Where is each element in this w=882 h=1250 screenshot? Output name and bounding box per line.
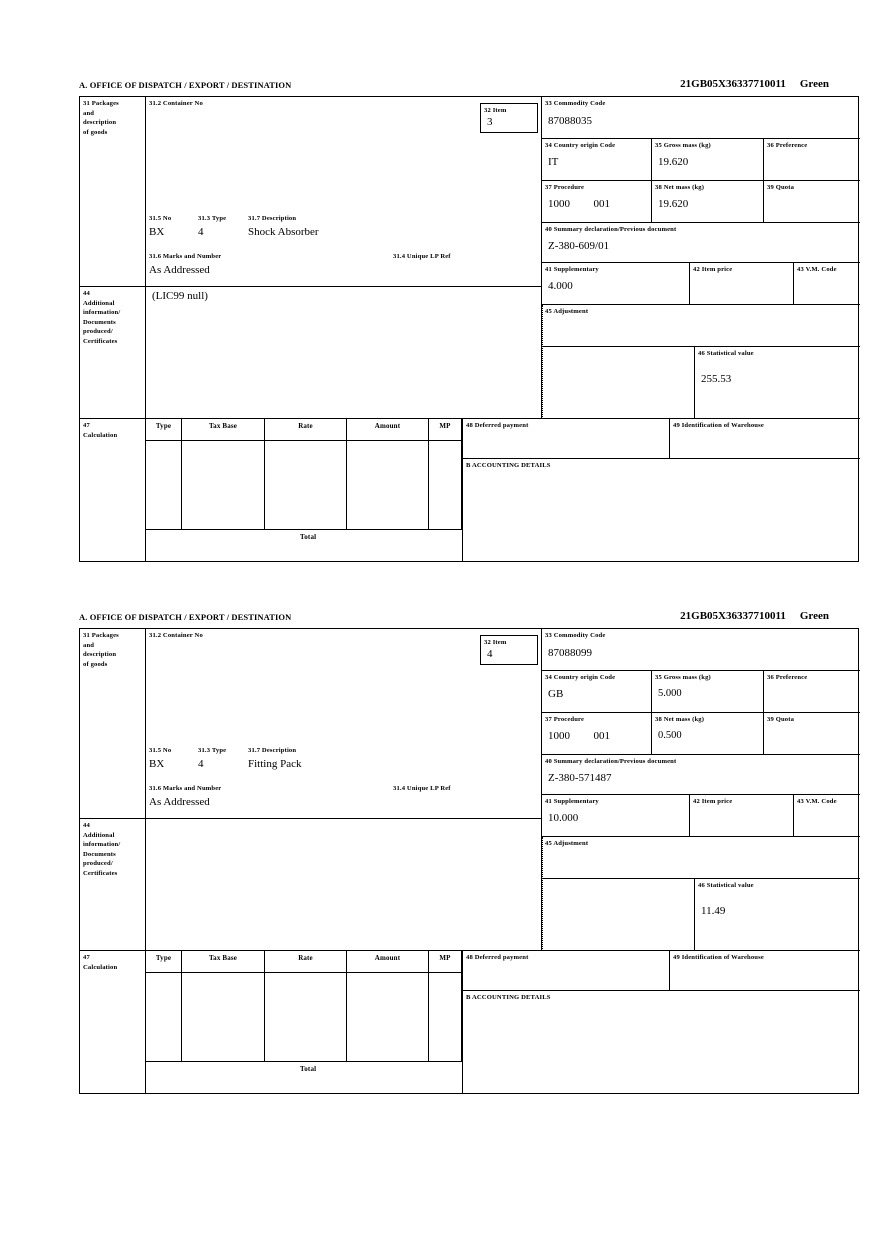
mrn-header-2 [680, 610, 829, 622]
box34-country-origin-1 [542, 139, 652, 181]
mrn-value-1: 21GB05X36337710011 [680, 78, 786, 90]
container-no-label-2: 31.2 Container No [149, 632, 203, 639]
packages-no-label-1: 31.5 No [149, 215, 172, 222]
calc-header-rate-1 [265, 419, 347, 441]
calc-amount-label-1: Amount [374, 422, 401, 430]
box31-label-line2-2: and [83, 641, 95, 649]
calc-header-mp-1 [429, 419, 462, 441]
procedure-label-1: 37 Procedure [545, 184, 585, 191]
quota-value-1 [764, 193, 860, 198]
packages-type-label-2: 31.3 Type [198, 747, 227, 754]
vm-code-value-2 [794, 807, 860, 812]
box44-label-line2-1: Additional [83, 299, 115, 307]
adjustment-value-2 [542, 849, 860, 854]
box31-label-line1-2: 31 Packages [83, 632, 119, 639]
box35-gross-mass-2 [652, 671, 764, 713]
calc-cell-amount-1 [347, 441, 429, 530]
item-label-2: 32 Item [484, 639, 507, 646]
packages-no-value-2: BX [149, 758, 165, 770]
customs-declaration-form-1 [79, 80, 861, 562]
packages-no-label-2: 31.5 No [149, 747, 172, 754]
marks-number-value-1: As Addressed [149, 264, 210, 276]
box44-label-line6-1: Certificates [83, 337, 118, 345]
item-label-1: 32 Item [484, 107, 507, 114]
box37-procedure-1 [542, 181, 652, 223]
box39-quota-2 [764, 713, 860, 755]
box45-adjustment-2 [542, 837, 860, 879]
packages-type-value-1: 4 [198, 226, 204, 238]
country-origin-value-2: GB [548, 687, 564, 700]
additional-information-value-1: (LIC99 null) [152, 290, 208, 302]
box49-warehouse-2 [670, 951, 860, 991]
box35-gross-mass-1 [652, 139, 764, 181]
box41-supplementary-1 [542, 263, 690, 305]
box47-label-line2-2: Calculation [83, 963, 118, 971]
box47-label-cell-1 [80, 419, 146, 562]
summary-declaration-value-2: Z-380-571487 [548, 771, 612, 784]
supplementary-label-2: 41 Supplementary [545, 798, 599, 805]
calc-header-amount-2 [347, 951, 429, 973]
box46-statistical-value-1 [694, 347, 860, 419]
box31-label-cell-2 [80, 629, 146, 819]
box44-label-line5-1: produced/ [83, 328, 113, 335]
deferred-payment-label-1: 48 Deferred payment [466, 422, 529, 429]
net-mass-label-1: 38 Net mass (kg) [655, 184, 705, 191]
box44-label-line1-1: 44 [83, 290, 90, 297]
box36-preference-2 [764, 671, 860, 713]
calc-type-label-1: Type [155, 422, 172, 430]
marks-number-value-2: As Addressed [149, 796, 210, 808]
packages-description-value-2: Fitting Pack [248, 758, 302, 770]
commodity-code-label-2: 33 Commodity Code [545, 632, 606, 639]
summary-declaration-label-1: 40 Summary declaration/Previous document [545, 226, 677, 233]
quota-label-2: 39 Quota [767, 716, 795, 723]
copy-name-1: Green [799, 78, 829, 90]
supplementary-value-2: 10.000 [548, 811, 579, 824]
net-mass-value-2: 0.500 [658, 729, 682, 741]
warehouse-label-1: 49 Identification of Warehouse [673, 422, 764, 429]
preference-label-2: 36 Preference [767, 674, 808, 681]
supplementary-value-1: 4.000 [548, 279, 573, 292]
item-value-2: 4 [487, 647, 493, 660]
summary-declaration-label-2: 40 Summary declaration/Previous document [545, 758, 677, 765]
item-price-label-1: 42 Item price [693, 266, 733, 273]
calc-header-rate-2 [265, 951, 347, 973]
calc-total-label-1: Total [300, 533, 317, 541]
dotted-divider-1 [542, 305, 543, 419]
box44-label-line3-2: information/ [83, 841, 121, 848]
adjustment-label-2: 45 Adjustment [545, 840, 589, 847]
procedure-label-2: 37 Procedure [545, 716, 585, 723]
calc-cell-rate-2 [265, 973, 347, 1062]
box44-content-2 [146, 819, 542, 951]
vm-code-label-1: 43 V.M. Code [797, 266, 837, 273]
box33-commodity-1 [542, 97, 860, 139]
packages-type-label-1: 31.3 Type [198, 215, 227, 222]
calc-cell-type-1 [146, 441, 182, 530]
statistical-value-value-1: 255.53 [701, 372, 732, 385]
net-mass-label-2: 38 Net mass (kg) [655, 716, 705, 723]
commodity-code-value-1: 87088035 [548, 114, 592, 127]
box45-adjustment-1 [542, 305, 860, 347]
country-origin-value-1: IT [548, 155, 559, 168]
packages-type-value-2: 4 [198, 758, 204, 770]
country-origin-label-1: 34 Country origin Code [545, 142, 616, 149]
vm-code-label-2: 43 V.M. Code [797, 798, 837, 805]
office-of-dispatch-label-1: A. OFFICE OF DISPATCH / EXPORT / DESTINATION [79, 80, 292, 90]
packages-description-label-2: 31.7 Description [248, 747, 297, 754]
box31-label-line3-2: description [83, 651, 117, 658]
box38-net-mass-2 [652, 713, 764, 755]
preference-value-1 [764, 151, 860, 156]
quota-value-2 [764, 725, 860, 730]
box39-quota-1 [764, 181, 860, 223]
statistical-value-value-2: 11.49 [701, 904, 726, 917]
packages-description-label-1: 31.7 Description [248, 215, 297, 222]
box43-vm-code-2 [794, 795, 860, 837]
office-of-dispatch-label-2: A. OFFICE OF DISPATCH / EXPORT / DESTINATION [79, 612, 292, 622]
preference-label-1: 36 Preference [767, 142, 808, 149]
item-price-value-1 [690, 275, 793, 280]
box44-content-1 [146, 287, 542, 419]
box47-label-line1-2: 47 [83, 954, 90, 961]
unique-lp-ref-label-2: 31.4 Unique LP Ref [393, 785, 451, 792]
preference-value-2 [764, 683, 860, 688]
form-header-1 [79, 80, 861, 96]
calc-cell-taxbase-2 [182, 973, 265, 1062]
dotted-divider-2 [542, 837, 543, 951]
box36-preference-1 [764, 139, 860, 181]
container-no-label-1: 31.2 Container No [149, 100, 203, 107]
box31-label-line1-1: 31 Packages [83, 100, 119, 107]
gross-mass-label-1: 35 Gross mass (kg) [655, 142, 711, 149]
gross-mass-label-2: 35 Gross mass (kg) [655, 674, 711, 681]
box47-label-cell-2 [80, 951, 146, 1094]
box34-country-origin-2 [542, 671, 652, 713]
calc-header-type-2 [146, 951, 182, 973]
calc-cell-taxbase-1 [182, 441, 265, 530]
calc-rate-label-1: Rate [298, 422, 313, 430]
country-origin-label-2: 34 Country origin Code [545, 674, 616, 681]
box44-label-line1-2: 44 [83, 822, 90, 829]
supplementary-label-1: 41 Supplementary [545, 266, 599, 273]
box40-summary-declaration-1 [542, 223, 860, 263]
box42-item-price-2 [690, 795, 794, 837]
adjustment-value-1 [542, 317, 860, 322]
marks-number-label-2: 31.6 Marks and Number [149, 785, 222, 792]
procedure-value-1-2: 1000 [548, 729, 570, 742]
calc-taxbase-label-1: Tax Base [209, 422, 237, 430]
box32-item-2 [480, 635, 538, 665]
commodity-code-label-1: 33 Commodity Code [545, 100, 606, 107]
box44-label-line4-2: Documents [83, 850, 116, 858]
box44-label-line4-1: Documents [83, 318, 116, 326]
box31-label-cell-1 [80, 97, 146, 287]
box-b-accounting-details-1 [462, 459, 860, 562]
calc-rate-label-2: Rate [298, 954, 313, 962]
box48-deferred-payment-1 [462, 419, 670, 459]
box43-vm-code-1 [794, 263, 860, 305]
box31-label-line4-1: of goods [83, 128, 108, 136]
calc-type-label-2: Type [155, 954, 172, 962]
unique-lp-ref-label-1: 31.4 Unique LP Ref [393, 253, 451, 260]
item-price-value-2 [690, 807, 793, 812]
statistical-value-label-2: 46 Statistical value [698, 882, 754, 889]
box31-label-line2-1: and [83, 109, 95, 117]
form-header-2 [79, 612, 861, 628]
box41-supplementary-2 [542, 795, 690, 837]
customs-declaration-form-2 [79, 612, 861, 1094]
box44-label-cell-2 [80, 819, 146, 951]
commodity-code-value-2: 87088099 [548, 646, 592, 659]
box47-label-line1-1: 47 [83, 422, 90, 429]
calc-mp-label-1: MP [439, 422, 451, 430]
calc-header-taxbase-1 [182, 419, 265, 441]
quota-label-1: 39 Quota [767, 184, 795, 191]
additional-information-value-2 [146, 819, 541, 822]
statistical-value-label-1: 46 Statistical value [698, 350, 754, 357]
net-mass-value-1: 19.620 [658, 197, 689, 210]
calc-cell-mp-1 [429, 441, 462, 530]
item-value-1: 3 [487, 115, 493, 128]
box31-label-line4-2: of goods [83, 660, 108, 668]
box33-commodity-2 [542, 629, 860, 671]
box44-label-line6-2: Certificates [83, 869, 118, 877]
packages-description-value-1: Shock Absorber [248, 226, 319, 238]
accounting-details-label-1: B ACCOUNTING DETAILS [466, 462, 551, 469]
marks-number-label-1: 31.6 Marks and Number [149, 253, 222, 260]
calc-header-taxbase-2 [182, 951, 265, 973]
calc-cell-amount-2 [347, 973, 429, 1062]
box42-item-price-1 [690, 263, 794, 305]
box46-statistical-value-2 [694, 879, 860, 951]
calc-header-mp-2 [429, 951, 462, 973]
procedure-value-2-2: 001 [593, 729, 610, 742]
box-b-accounting-details-2 [462, 991, 860, 1094]
summary-declaration-value-1: Z-380-609/01 [548, 239, 610, 252]
box40-summary-declaration-2 [542, 755, 860, 795]
calc-header-amount-1 [347, 419, 429, 441]
mrn-header-1 [680, 78, 829, 90]
declaration-box-2 [79, 628, 859, 1094]
warehouse-label-2: 49 Identification of Warehouse [673, 954, 764, 961]
box49-warehouse-1 [670, 419, 860, 459]
calc-amount-label-2: Amount [374, 954, 401, 962]
mrn-value-2: 21GB05X36337710011 [680, 610, 786, 622]
calc-taxbase-label-2: Tax Base [209, 954, 237, 962]
calc-mp-label-2: MP [439, 954, 451, 962]
box48-deferred-payment-2 [462, 951, 670, 991]
item-price-label-2: 42 Item price [693, 798, 733, 805]
box31-label-line3-1: description [83, 119, 117, 126]
box44-label-line2-2: Additional [83, 831, 115, 839]
gross-mass-value-1: 19.620 [658, 155, 689, 168]
calc-cell-rate-1 [265, 441, 347, 530]
packages-no-value-1: BX [149, 226, 165, 238]
vm-code-value-1 [794, 275, 860, 280]
gross-mass-value-2: 5.000 [658, 687, 682, 699]
box46-blank-area-1 [542, 347, 694, 419]
box44-label-cell-1 [80, 287, 146, 419]
box38-net-mass-1 [652, 181, 764, 223]
box32-item-1 [480, 103, 538, 133]
calc-cell-mp-2 [429, 973, 462, 1062]
declaration-box-1 [79, 96, 859, 562]
deferred-payment-label-2: 48 Deferred payment [466, 954, 529, 961]
box37-procedure-2 [542, 713, 652, 755]
adjustment-label-1: 45 Adjustment [545, 308, 589, 315]
accounting-details-label-2: B ACCOUNTING DETAILS [466, 994, 551, 1001]
copy-name-2: Green [799, 610, 829, 622]
procedure-value-2-1: 001 [593, 197, 610, 210]
calc-cell-type-2 [146, 973, 182, 1062]
box44-label-line5-2: produced/ [83, 860, 113, 867]
calc-total-label-2: Total [300, 1065, 317, 1073]
procedure-value-1-1: 1000 [548, 197, 570, 210]
calc-header-type-1 [146, 419, 182, 441]
box47-label-line2-1: Calculation [83, 431, 118, 439]
box44-label-line3-1: information/ [83, 309, 121, 316]
box46-blank-area-2 [542, 879, 694, 951]
